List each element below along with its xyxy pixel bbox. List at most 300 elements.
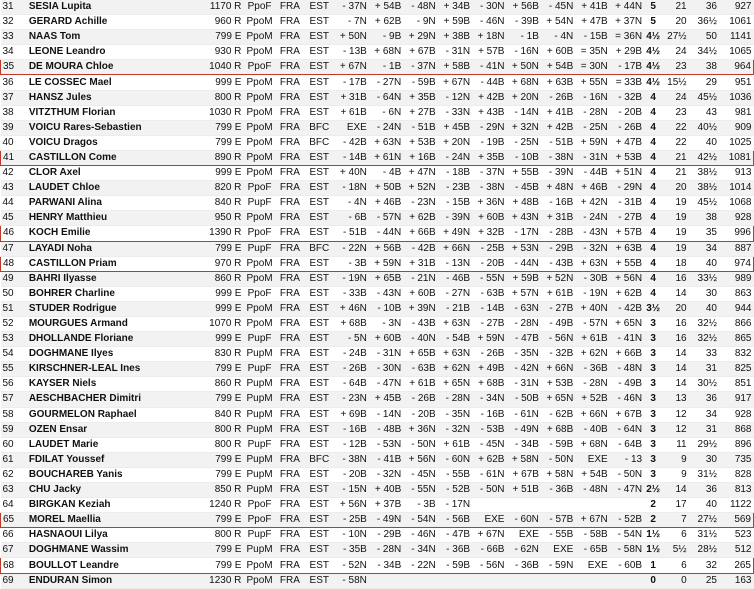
performance-cell: 917 xyxy=(719,392,754,407)
round-result-cell: - 28N xyxy=(575,377,609,392)
league-cell: EST xyxy=(304,347,334,362)
tiebreak-1-cell: 21 xyxy=(662,150,688,165)
player-name: OZEN Ensar xyxy=(27,422,199,437)
round-result-cell: + 59B xyxy=(506,271,540,286)
round-result-cell: + 37B xyxy=(369,498,403,513)
rank-cell: 65 xyxy=(1,513,27,528)
round-result-cell: - 45N xyxy=(403,467,437,482)
table-row xyxy=(1,513,754,528)
rank-cell: 34 xyxy=(1,45,27,60)
category-cell: PpoM xyxy=(243,75,275,90)
tiebreak-2-cell: 36 xyxy=(689,0,719,15)
round-result-cell: + 60B xyxy=(541,45,575,60)
player-name: KOCH Emilie xyxy=(27,226,199,241)
player-name: FDILAT Youssef xyxy=(27,452,199,467)
tiebreak-1-cell: 17 xyxy=(662,498,688,513)
federation-cell: FRA xyxy=(276,256,304,271)
tiebreak-1-cell: 15½ xyxy=(662,75,688,90)
category-cell: PupM xyxy=(243,407,275,422)
round-result-cell: - 40B xyxy=(575,422,609,437)
round-result-cell: = 36N xyxy=(610,30,644,45)
round-result-cell: + 43N xyxy=(506,211,540,226)
rating-cell: 850 R xyxy=(199,483,244,498)
rank-cell: 58 xyxy=(1,407,27,422)
round-result-cell: - 45B xyxy=(506,181,540,196)
performance-cell: 944 xyxy=(719,301,754,316)
category-cell: PpoM xyxy=(243,316,275,331)
round-result-cell: + 50N xyxy=(334,30,368,45)
federation-cell: FRA xyxy=(276,513,304,528)
round-result-cell: + 27B xyxy=(403,105,437,120)
federation-cell: FRA xyxy=(276,362,304,377)
league-cell: EST xyxy=(304,181,334,196)
rank-cell: 36 xyxy=(1,75,27,90)
federation-cell: FRA xyxy=(276,316,304,331)
federation-cell: FRA xyxy=(276,60,304,75)
round-result-cell: - 31N xyxy=(506,377,540,392)
category-cell: PpoM xyxy=(243,105,275,120)
points-cell: 4½ xyxy=(644,30,662,45)
round-result-cell: + 56N xyxy=(610,271,644,286)
round-result-cell: + 53N xyxy=(506,241,540,256)
league-cell: EST xyxy=(304,513,334,528)
tiebreak-1-cell: 14 xyxy=(662,347,688,362)
points-cell: 2 xyxy=(644,498,662,513)
league-cell: EST xyxy=(304,256,334,271)
table-row xyxy=(1,90,754,105)
rating-cell: 1070 R xyxy=(199,316,244,331)
rank-cell: 56 xyxy=(1,377,27,392)
points-cell: 5 xyxy=(644,0,662,15)
round-result-cell: - 36B xyxy=(438,543,472,558)
tiebreak-2-cell: 25 xyxy=(689,573,719,588)
performance-cell: 163 xyxy=(719,573,754,588)
round-result-cell: + 61B xyxy=(438,437,472,452)
round-result-cell: + 47B xyxy=(575,15,609,30)
table-row xyxy=(1,467,754,482)
round-result-cell: - 34B xyxy=(506,437,540,452)
standings-body xyxy=(1,0,754,588)
tiebreak-1-cell: 13 xyxy=(662,392,688,407)
round-result-cell: + 55B xyxy=(506,166,540,181)
rating-cell: 1030 R xyxy=(199,105,244,120)
federation-cell: FRA xyxy=(276,135,304,150)
tiebreak-1-cell: 22 xyxy=(662,135,688,150)
round-result-cell: + 49B xyxy=(472,362,506,377)
round-result-cell xyxy=(438,573,472,588)
round-result-cell: - 30N xyxy=(369,362,403,377)
category-cell: PpoM xyxy=(243,211,275,226)
round-result-cell: + 67B xyxy=(506,467,540,482)
category-cell: PpoM xyxy=(243,166,275,181)
tiebreak-2-cell: 33½ xyxy=(689,271,719,286)
rank-cell: 49 xyxy=(1,271,27,286)
tiebreak-1-cell: 19 xyxy=(662,211,688,226)
round-result-cell: + 52N xyxy=(541,271,575,286)
round-result-cell: - 29B xyxy=(541,241,575,256)
round-result-cell: - 58B xyxy=(575,528,609,543)
round-result-cell: - 57N xyxy=(369,211,403,226)
round-result-cell: - 58N xyxy=(334,573,368,588)
tiebreak-2-cell: 32½ xyxy=(689,332,719,347)
federation-cell: FRA xyxy=(276,573,304,588)
tiebreak-2-cell: 45½ xyxy=(689,90,719,105)
round-result-cell: - 4N xyxy=(334,196,368,211)
player-name: BIRGKAN Keziah xyxy=(27,498,199,513)
round-result-cell: + 45B xyxy=(369,392,403,407)
player-name: STUDER Rodrigue xyxy=(27,301,199,316)
tiebreak-1-cell: 12 xyxy=(662,407,688,422)
rank-cell: 35 xyxy=(1,60,27,75)
round-result-cell: - 49B xyxy=(541,316,575,331)
category-cell: PupF xyxy=(243,241,275,256)
rating-cell: 999 E xyxy=(199,166,244,181)
league-cell: EST xyxy=(304,301,334,316)
round-result-cell: - 26B xyxy=(541,90,575,105)
round-result-cell: + 56N xyxy=(403,452,437,467)
rating-cell: 860 R xyxy=(199,377,244,392)
rank-cell: 67 xyxy=(1,543,27,558)
round-result-cell: - 48B xyxy=(369,422,403,437)
round-result-cell: - 25B xyxy=(472,241,506,256)
round-result-cell: - 50N xyxy=(541,452,575,467)
federation-cell: FRA xyxy=(276,422,304,437)
round-result-cell: - 17N xyxy=(438,498,472,513)
round-result-cell: - 46N xyxy=(610,392,644,407)
rank-cell: 45 xyxy=(1,211,27,226)
round-result-cell: - 48N xyxy=(610,362,644,377)
round-result-cell: + 53B xyxy=(541,377,575,392)
round-result-cell: - 36B xyxy=(506,558,540,573)
round-result-cell: - 27B xyxy=(472,316,506,331)
rating-cell: 999 E xyxy=(199,332,244,347)
category-cell: PpoM xyxy=(243,30,275,45)
tiebreak-2-cell: 38 xyxy=(689,211,719,226)
round-result-cell xyxy=(575,498,609,513)
round-result-cell: - 45N xyxy=(472,437,506,452)
tiebreak-2-cell: 33 xyxy=(689,347,719,362)
round-result-cell: - 1B xyxy=(506,30,540,45)
league-cell: EST xyxy=(304,498,334,513)
player-name: KIRSCHNER-LEAL Ines xyxy=(27,362,199,377)
round-result-cell: + 52N xyxy=(403,181,437,196)
round-result-cell: + 48B xyxy=(506,196,540,211)
round-result-cell: - 59B xyxy=(541,437,575,452)
federation-cell: FRA xyxy=(276,105,304,120)
points-cell: 3 xyxy=(644,467,662,482)
federation-cell: FRA xyxy=(276,301,304,316)
round-result-cell: - 55N xyxy=(472,271,506,286)
round-result-cell: - 9N xyxy=(403,15,437,30)
table-row xyxy=(1,256,754,271)
round-result-cell: - 28N xyxy=(369,543,403,558)
performance-cell: 865 xyxy=(719,332,754,347)
round-result-cell: - 19B xyxy=(472,135,506,150)
round-result-cell: - 63B xyxy=(403,362,437,377)
round-result-cell: - 56N xyxy=(472,558,506,573)
table-row xyxy=(1,15,754,30)
points-cell: 4 xyxy=(644,271,662,286)
federation-cell: FRA xyxy=(276,120,304,135)
round-result-cell: + 66N xyxy=(541,362,575,377)
rank-cell: 54 xyxy=(1,347,27,362)
round-result-cell: - 53N xyxy=(369,437,403,452)
points-cell: 4 xyxy=(644,256,662,271)
player-name: PARWANI Alina xyxy=(27,196,199,211)
round-result-cell: - 26B xyxy=(472,347,506,362)
round-result-cell: - 58N xyxy=(610,543,644,558)
round-result-cell: - 42B xyxy=(403,241,437,256)
player-name: DOGHMANE Ilyes xyxy=(27,347,199,362)
round-result-cell: + 54N xyxy=(541,15,575,30)
round-result-cell: + 31B xyxy=(334,90,368,105)
round-result-cell xyxy=(541,573,575,588)
rank-cell: 66 xyxy=(1,528,27,543)
round-result-cell: EXE xyxy=(541,543,575,558)
round-result-cell: + 66B xyxy=(403,226,437,241)
round-result-cell: - 38N xyxy=(541,150,575,165)
performance-cell: 887 xyxy=(719,241,754,256)
round-result-cell: + 63B xyxy=(610,241,644,256)
points-cell: 4 xyxy=(644,120,662,135)
round-result-cell: + 67N xyxy=(472,528,506,543)
tiebreak-2-cell: 40 xyxy=(689,135,719,150)
player-name: CHU Jacky xyxy=(27,483,199,498)
round-result-cell: - 51B xyxy=(403,120,437,135)
league-cell: EST xyxy=(304,422,334,437)
round-result-cell: - 28N xyxy=(506,316,540,331)
player-name: AESCHBACHER Dimitri xyxy=(27,392,199,407)
round-result-cell: - 31N xyxy=(369,347,403,362)
points-cell: 1½ xyxy=(644,543,662,558)
player-name: VOICU Dragos xyxy=(27,135,199,150)
table-row xyxy=(1,226,754,241)
round-result-cell: - 28B xyxy=(541,226,575,241)
rating-cell: 799 E xyxy=(199,392,244,407)
tiebreak-2-cell: 36 xyxy=(689,392,719,407)
round-result-cell: + 63N xyxy=(575,256,609,271)
tiebreak-2-cell: 40 xyxy=(689,301,719,316)
rank-cell: 69 xyxy=(1,573,27,588)
round-result-cell: + 67B xyxy=(403,45,437,60)
round-result-cell: + 44N xyxy=(610,0,644,15)
category-cell: PupF xyxy=(243,528,275,543)
performance-cell: 1061 xyxy=(719,15,754,30)
points-cell: 3 xyxy=(644,332,662,347)
performance-cell: 512 xyxy=(719,543,754,558)
league-cell: EST xyxy=(304,332,334,347)
performance-cell: 951 xyxy=(719,75,754,90)
table-row xyxy=(1,211,754,226)
round-result-cell: + 40N xyxy=(575,301,609,316)
round-result-cell xyxy=(610,498,644,513)
rating-cell: 799 E xyxy=(199,558,244,573)
points-cell: 1½ xyxy=(644,528,662,543)
round-result-cell: - 61N xyxy=(506,407,540,422)
table-row xyxy=(1,301,754,316)
round-result-cell: - 23N xyxy=(334,392,368,407)
round-result-cell: + 55B xyxy=(610,256,644,271)
round-result-cell: + 29B xyxy=(610,45,644,60)
table-row xyxy=(1,407,754,422)
round-result-cell: = 33B xyxy=(610,75,644,90)
round-result-cell: - 30B xyxy=(575,271,609,286)
round-result-cell: + 67B xyxy=(610,407,644,422)
rank-cell: 59 xyxy=(1,422,27,437)
round-result-cell: + 16B xyxy=(403,150,437,165)
round-result-cell: - 35B xyxy=(334,543,368,558)
table-row xyxy=(1,150,754,165)
table-row xyxy=(1,392,754,407)
round-result-cell: + 68B xyxy=(472,377,506,392)
federation-cell: FRA xyxy=(276,483,304,498)
round-result-cell: - 65B xyxy=(575,543,609,558)
league-cell: EST xyxy=(304,543,334,558)
tiebreak-1-cell: 24 xyxy=(662,45,688,60)
round-result-cell: - 14B xyxy=(334,150,368,165)
round-result-cell: - 60B xyxy=(610,558,644,573)
tiebreak-1-cell: 5½ xyxy=(662,543,688,558)
tiebreak-1-cell: 19 xyxy=(662,226,688,241)
round-result-cell: - 29N xyxy=(610,181,644,196)
round-result-cell: - 17N xyxy=(506,226,540,241)
round-result-cell: - 23N xyxy=(403,196,437,211)
round-result-cell: + 42B xyxy=(541,120,575,135)
rank-cell: 68 xyxy=(1,558,27,573)
rating-cell: 799 E xyxy=(199,362,244,377)
round-result-cell: - 62B xyxy=(541,407,575,422)
tiebreak-2-cell: 31½ xyxy=(689,467,719,482)
player-name: NAAS Tom xyxy=(27,30,199,45)
player-name: KAYSER Niels xyxy=(27,377,199,392)
round-result-cell: - 43N xyxy=(369,286,403,301)
performance-cell: 909 xyxy=(719,120,754,135)
table-row xyxy=(1,452,754,467)
federation-cell: FRA xyxy=(276,528,304,543)
performance-cell: 813 xyxy=(719,483,754,498)
round-result-cell: + 53B xyxy=(610,150,644,165)
player-name: BOHRER Charline xyxy=(27,286,199,301)
points-cell: 4 xyxy=(644,166,662,181)
round-result-cell: + 59N xyxy=(369,256,403,271)
round-result-cell: + 68B xyxy=(541,422,575,437)
round-result-cell: + 63B xyxy=(541,75,575,90)
round-result-cell: + 46B xyxy=(369,196,403,211)
table-row xyxy=(1,437,754,452)
round-result-cell: + 56N xyxy=(334,498,368,513)
round-result-cell: - 52B xyxy=(438,483,472,498)
tiebreak-1-cell: 12 xyxy=(662,422,688,437)
tiebreak-1-cell: 16 xyxy=(662,332,688,347)
player-name: VITZTHUM Florian xyxy=(27,105,199,120)
performance-cell: 928 xyxy=(719,211,754,226)
round-result-cell: - 24N xyxy=(575,211,609,226)
points-cell: 5 xyxy=(644,15,662,30)
table-row xyxy=(1,0,754,15)
tiebreak-2-cell: 31 xyxy=(689,362,719,377)
performance-cell: 851 xyxy=(719,377,754,392)
round-result-cell: - 38N xyxy=(334,452,368,467)
round-result-cell: - 15N xyxy=(334,483,368,498)
round-result-cell: + 54B xyxy=(575,467,609,482)
league-cell: BFC xyxy=(304,241,334,256)
rating-cell: 799 E xyxy=(199,513,244,528)
tiebreak-2-cell: 32½ xyxy=(689,316,719,331)
round-result-cell: - 26B xyxy=(334,362,368,377)
tiebreak-2-cell: 34 xyxy=(689,407,719,422)
round-result-cell: + 32N xyxy=(506,120,540,135)
rating-cell: 830 R xyxy=(199,347,244,362)
rank-cell: 51 xyxy=(1,301,27,316)
round-result-cell: - 3B xyxy=(403,498,437,513)
tiebreak-2-cell: 40 xyxy=(689,256,719,271)
rating-cell: 999 E xyxy=(199,286,244,301)
round-result-cell: - 54N xyxy=(610,528,644,543)
round-result-cell: - 34N xyxy=(403,543,437,558)
round-result-cell: + 39N xyxy=(403,301,437,316)
league-cell: EST xyxy=(304,0,334,15)
round-result-cell: + 56B xyxy=(506,0,540,15)
table-row xyxy=(1,241,754,256)
round-result-cell: - 59B xyxy=(438,558,472,573)
round-result-cell: - 9B xyxy=(369,30,403,45)
league-cell: BFC xyxy=(304,452,334,467)
round-result-cell: - 48N xyxy=(403,0,437,15)
tiebreak-1-cell: 21 xyxy=(662,166,688,181)
round-result-cell: - 13N xyxy=(438,256,472,271)
round-result-cell: - 4B xyxy=(369,166,403,181)
table-row xyxy=(1,332,754,347)
category-cell: PpoM xyxy=(243,301,275,316)
round-result-cell: - 28N xyxy=(575,105,609,120)
federation-cell: FRA xyxy=(276,45,304,60)
round-result-cell: - 13B xyxy=(334,45,368,60)
table-row xyxy=(1,422,754,437)
round-result-cell: + 61B xyxy=(575,332,609,347)
table-row xyxy=(1,135,754,150)
round-result-cell: + 68N xyxy=(575,437,609,452)
rating-cell: 999 E xyxy=(199,301,244,316)
round-result-cell: = 35N xyxy=(575,45,609,60)
tiebreak-2-cell: 38½ xyxy=(689,181,719,196)
round-result-cell: - 56N xyxy=(541,332,575,347)
round-result-cell: - 27B xyxy=(610,211,644,226)
tiebreak-2-cell: 31½ xyxy=(689,528,719,543)
round-result-cell: - 23B xyxy=(438,181,472,196)
round-result-cell: - 37N xyxy=(472,166,506,181)
round-result-cell: - 44B xyxy=(472,75,506,90)
round-result-cell: - 44B xyxy=(575,166,609,181)
round-result-cell: - 27N xyxy=(369,75,403,90)
federation-cell: FRA xyxy=(276,15,304,30)
round-result-cell: + 50N xyxy=(506,60,540,75)
category-cell: PupM xyxy=(243,347,275,362)
round-result-cell: - 26B xyxy=(403,392,437,407)
player-name: LEONE Leandro xyxy=(27,45,199,60)
round-result-cell xyxy=(472,573,506,588)
rating-cell: 1170 R xyxy=(199,0,244,15)
rank-cell: 57 xyxy=(1,392,27,407)
round-result-cell: + 61B xyxy=(541,286,575,301)
round-result-cell: + 40N xyxy=(334,166,368,181)
performance-cell: 825 xyxy=(719,362,754,377)
player-name: HASNAOUI Lilya xyxy=(27,528,199,543)
league-cell: EST xyxy=(304,407,334,422)
round-result-cell: - 24N xyxy=(369,120,403,135)
player-name: ENDURAN Simon xyxy=(27,573,199,588)
category-cell: PpoM xyxy=(243,150,275,165)
round-result-cell: - 66B xyxy=(472,543,506,558)
